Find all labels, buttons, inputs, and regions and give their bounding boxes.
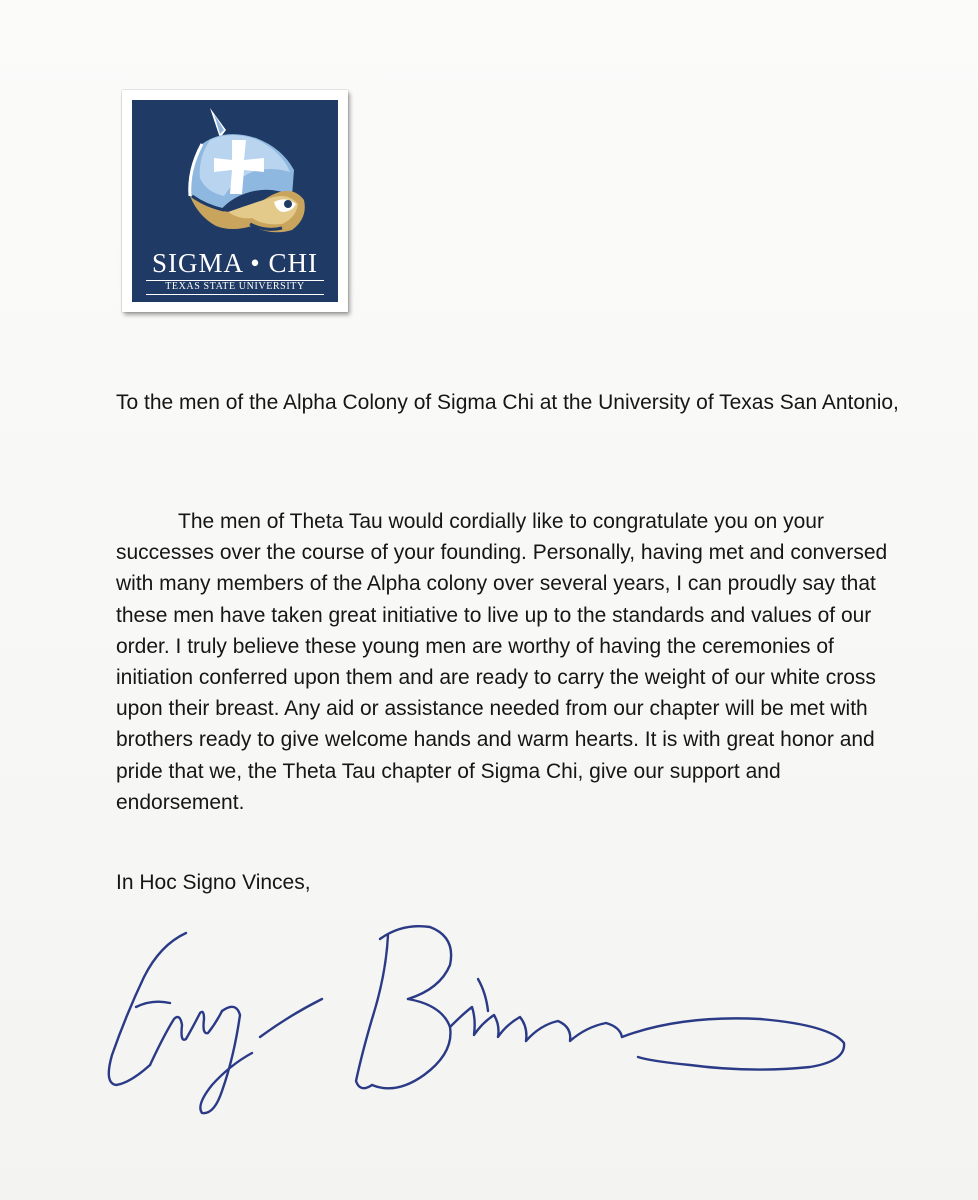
- logo-school-name: TEXAS STATE UNIVERSITY: [165, 281, 305, 292]
- sigma-chi-logo: [122, 90, 348, 312]
- letter-body: The men of Theta Tau would cordially like to congratulate you on your successes over the course of your founding. Personally, having met and conversed with many members of the Alpha colony over several years, I can proudly say that these men have taken great initiative to live up to the standards and values of our order. I truly believe these young men are worthy of having the ceremonies of initiation conferred upon them and are ready to carry the weight of our white cross upon their breast. Any aid or assistance needed from our chapter will be met with brothers ready to give welcome hands and warm hearts. It is with great honor and pride that we, the Theta Tau chapter of Sigma Chi, give our support and endorsement.: [116, 510, 888, 814]
- letter-closing: In Hoc Signo Vinces,: [116, 871, 311, 894]
- logo-divider-bottom: [146, 294, 324, 295]
- logo-panel: [132, 100, 338, 302]
- handwritten-signature: [90, 915, 870, 1125]
- letter-salutation: To the men of the Alpha Colony of Sigma Chi at the University of Texas San Antonio,: [116, 391, 899, 414]
- bobcat-cross-icon: [132, 100, 338, 250]
- logo-organization-name: SIGMA • CHI: [152, 248, 318, 278]
